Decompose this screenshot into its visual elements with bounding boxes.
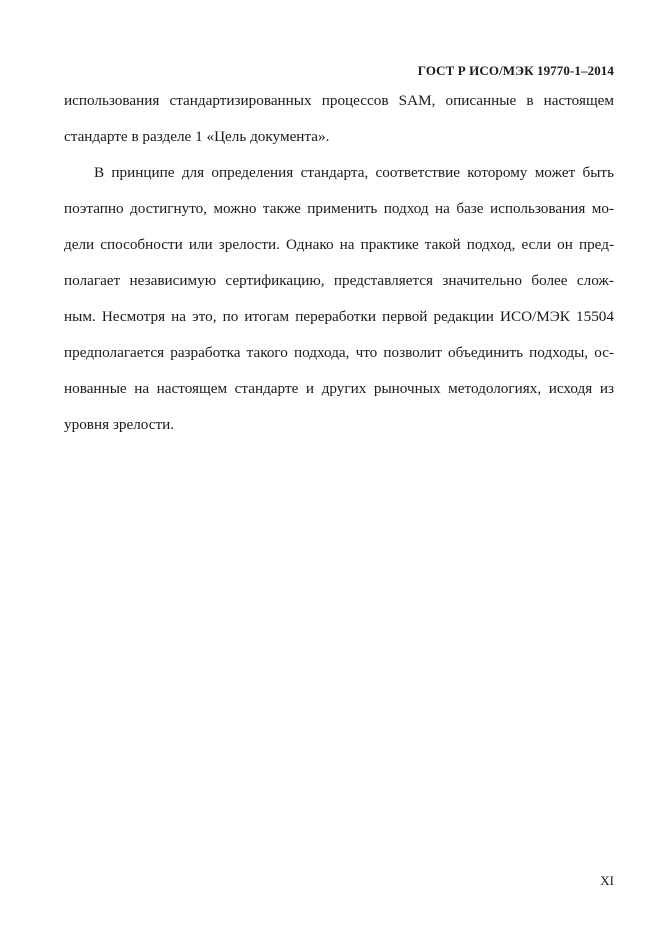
paragraph-maturity-model	[64, 161, 614, 449]
text-line: нованные на настоящем стандарте и других рыночных методологиях, исходя из	[64, 380, 614, 397]
body-text	[64, 89, 614, 449]
text-line: предполагается разработка такого подхода, что позволит объединить подходы, ос-	[64, 344, 614, 361]
text-line: ным. Несмотря на это, по итогам переработки первой редакции ИСО/МЭК 15504	[64, 308, 614, 325]
page-number: XI	[600, 873, 614, 888]
text-line: стандарте в разделе 1 «Цель документа».	[64, 128, 330, 145]
text-line: В принципе для определения стандарта, соответствие которому может быть	[94, 164, 614, 181]
text-line: использования стандартизированных процессов SAM, описанные в настоящем	[64, 92, 614, 109]
text-line: поэтапно достигнуто, можно также применить подход на базе использования мо-	[64, 200, 614, 217]
paragraph-continuation	[64, 89, 614, 161]
document-header-code: ГОСТ Р ИСО/МЭК 19770-1–2014	[417, 63, 614, 78]
text-line: уровня зрелости.	[64, 416, 175, 433]
text-line: полагает независимую сертификацию, представляется значительно более слож-	[64, 272, 614, 289]
text-line: дели способности или зрелости. Однако на практике такой подход, если он пред-	[64, 236, 614, 253]
